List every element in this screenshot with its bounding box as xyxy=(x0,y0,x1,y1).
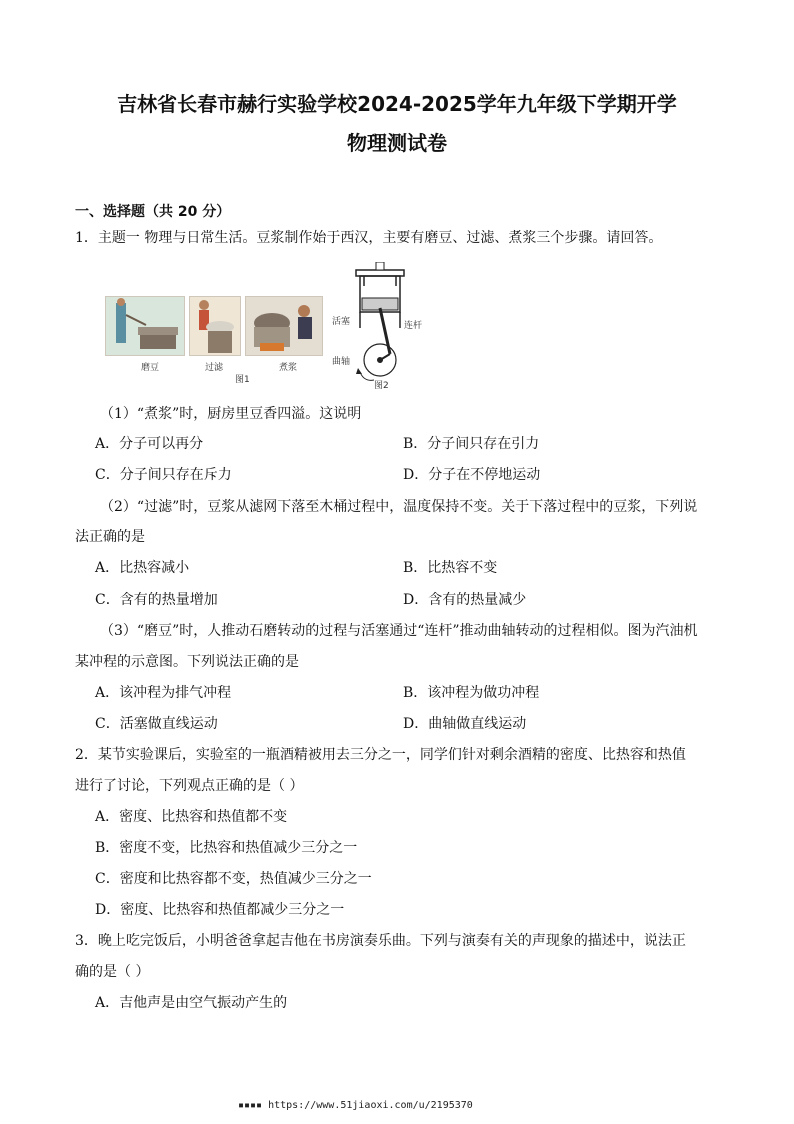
q1-sub1-stem: （1）“煮浆”时，厨房里豆香四溢。这说明 xyxy=(100,406,362,422)
q1-sub1-option-d[interactable]: D．分子在不停地运动 xyxy=(403,467,541,483)
figure2-label-crank: 曲轴 xyxy=(332,357,351,367)
figure1-label-boiling: 煮浆 xyxy=(279,363,298,373)
figure1-label-filtering: 过滤 xyxy=(205,363,224,373)
figure2-caption: 图2 xyxy=(374,381,389,391)
q1-sub2-option-d[interactable]: D．含有的热量减少 xyxy=(403,592,527,608)
figure-1 xyxy=(105,296,305,386)
q3-stem-line2: 确的是（ ） xyxy=(75,964,150,980)
figure-2 xyxy=(330,262,430,390)
q1-sub1-option-b[interactable]: B．分子间只存在引力 xyxy=(403,436,540,452)
q1-sub2-option-a[interactable]: A．比热容减小 xyxy=(95,560,190,576)
q3-stem-line1: 3．晚上吃完饭后，小明爸爸拿起吉他在书房演奏乐曲。下列与演奏有关的声现象的描述中，说法正 xyxy=(75,933,686,949)
figure2-label-piston: 活塞 xyxy=(332,317,351,327)
q2-stem-line1: 2．某节实验课后，实验室的一瓶酒精被用去三分之一，同学们针对剩余酒精的密度、比热容和热值 xyxy=(75,747,686,763)
q1-sub3-option-b[interactable]: B．该冲程为做功冲程 xyxy=(403,685,540,701)
photo-filtering xyxy=(189,296,241,356)
paper-title-line2: 物理测试卷 xyxy=(347,131,447,155)
q2-option-c[interactable]: C．密度和比热容都不变，热值减少三分之一 xyxy=(95,871,372,887)
q2-option-a[interactable]: A．密度、比热容和热值都不变 xyxy=(95,809,288,825)
q1-sub2-option-c[interactable]: C．含有的热量增加 xyxy=(95,592,218,608)
q2-stem-line2: 进行了讨论，下列观点正确的是（ ） xyxy=(75,778,304,794)
q1-sub2-option-b[interactable]: B．比热容不变 xyxy=(403,560,498,576)
figure2-label-rod: 连杆 xyxy=(404,321,423,331)
section-heading: 一、选择题（共 20 分） xyxy=(75,204,231,220)
footer-url[interactable]: ▪▪▪▪ https://www.51jiaoxi.com/u/2195370 xyxy=(238,1100,473,1111)
photo-boiling xyxy=(245,296,323,356)
q1-sub3-option-a[interactable]: A．该冲程为排气冲程 xyxy=(95,685,232,701)
q2-option-d[interactable]: D．密度、比热容和热值都减少三分之一 xyxy=(95,902,345,918)
figure1-label-grinding: 磨豆 xyxy=(141,363,160,373)
paper-title-line1: 吉林省长春市赫行实验学校2024-2025学年九年级下学期开学 xyxy=(117,92,677,116)
photo-grinding xyxy=(105,296,185,356)
figure1-caption: 图1 xyxy=(235,375,250,385)
q1-sub3-stem-line1: （3）“磨豆”时，人推动石磨转动的过程与活塞通过“连杆”推动曲轴转动的过程相似。图为汽油机 xyxy=(100,623,698,639)
q1-sub1-option-c[interactable]: C．分子间只存在斥力 xyxy=(95,467,232,483)
q1-sub3-option-d[interactable]: D．曲轴做直线运动 xyxy=(403,716,527,732)
q3-option-a[interactable]: A．吉他声是由空气振动产生的 xyxy=(95,995,288,1011)
q1-sub3-stem-line2: 某冲程的示意图。下列说法正确的是 xyxy=(75,654,299,670)
q1-sub1-option-a[interactable]: A．分子可以再分 xyxy=(95,436,204,452)
q1-sub2-stem-line2: 法正确的是 xyxy=(75,529,145,545)
q2-option-b[interactable]: B．密度不变，比热容和热值减少三分之一 xyxy=(95,840,358,856)
q1-sub3-option-c[interactable]: C．活塞做直线运动 xyxy=(95,716,218,732)
q1-sub2-stem-line1: （2）“过滤”时，豆浆从滤网下落至木桶过程中，温度保持不变。关于下落过程中的豆浆，下列说 xyxy=(100,499,698,515)
q1-stem: 1．主题一 物理与日常生活。豆浆制作始于西汉，主要有磨豆、过滤、煮浆三个步骤。请回答。 xyxy=(75,230,663,246)
